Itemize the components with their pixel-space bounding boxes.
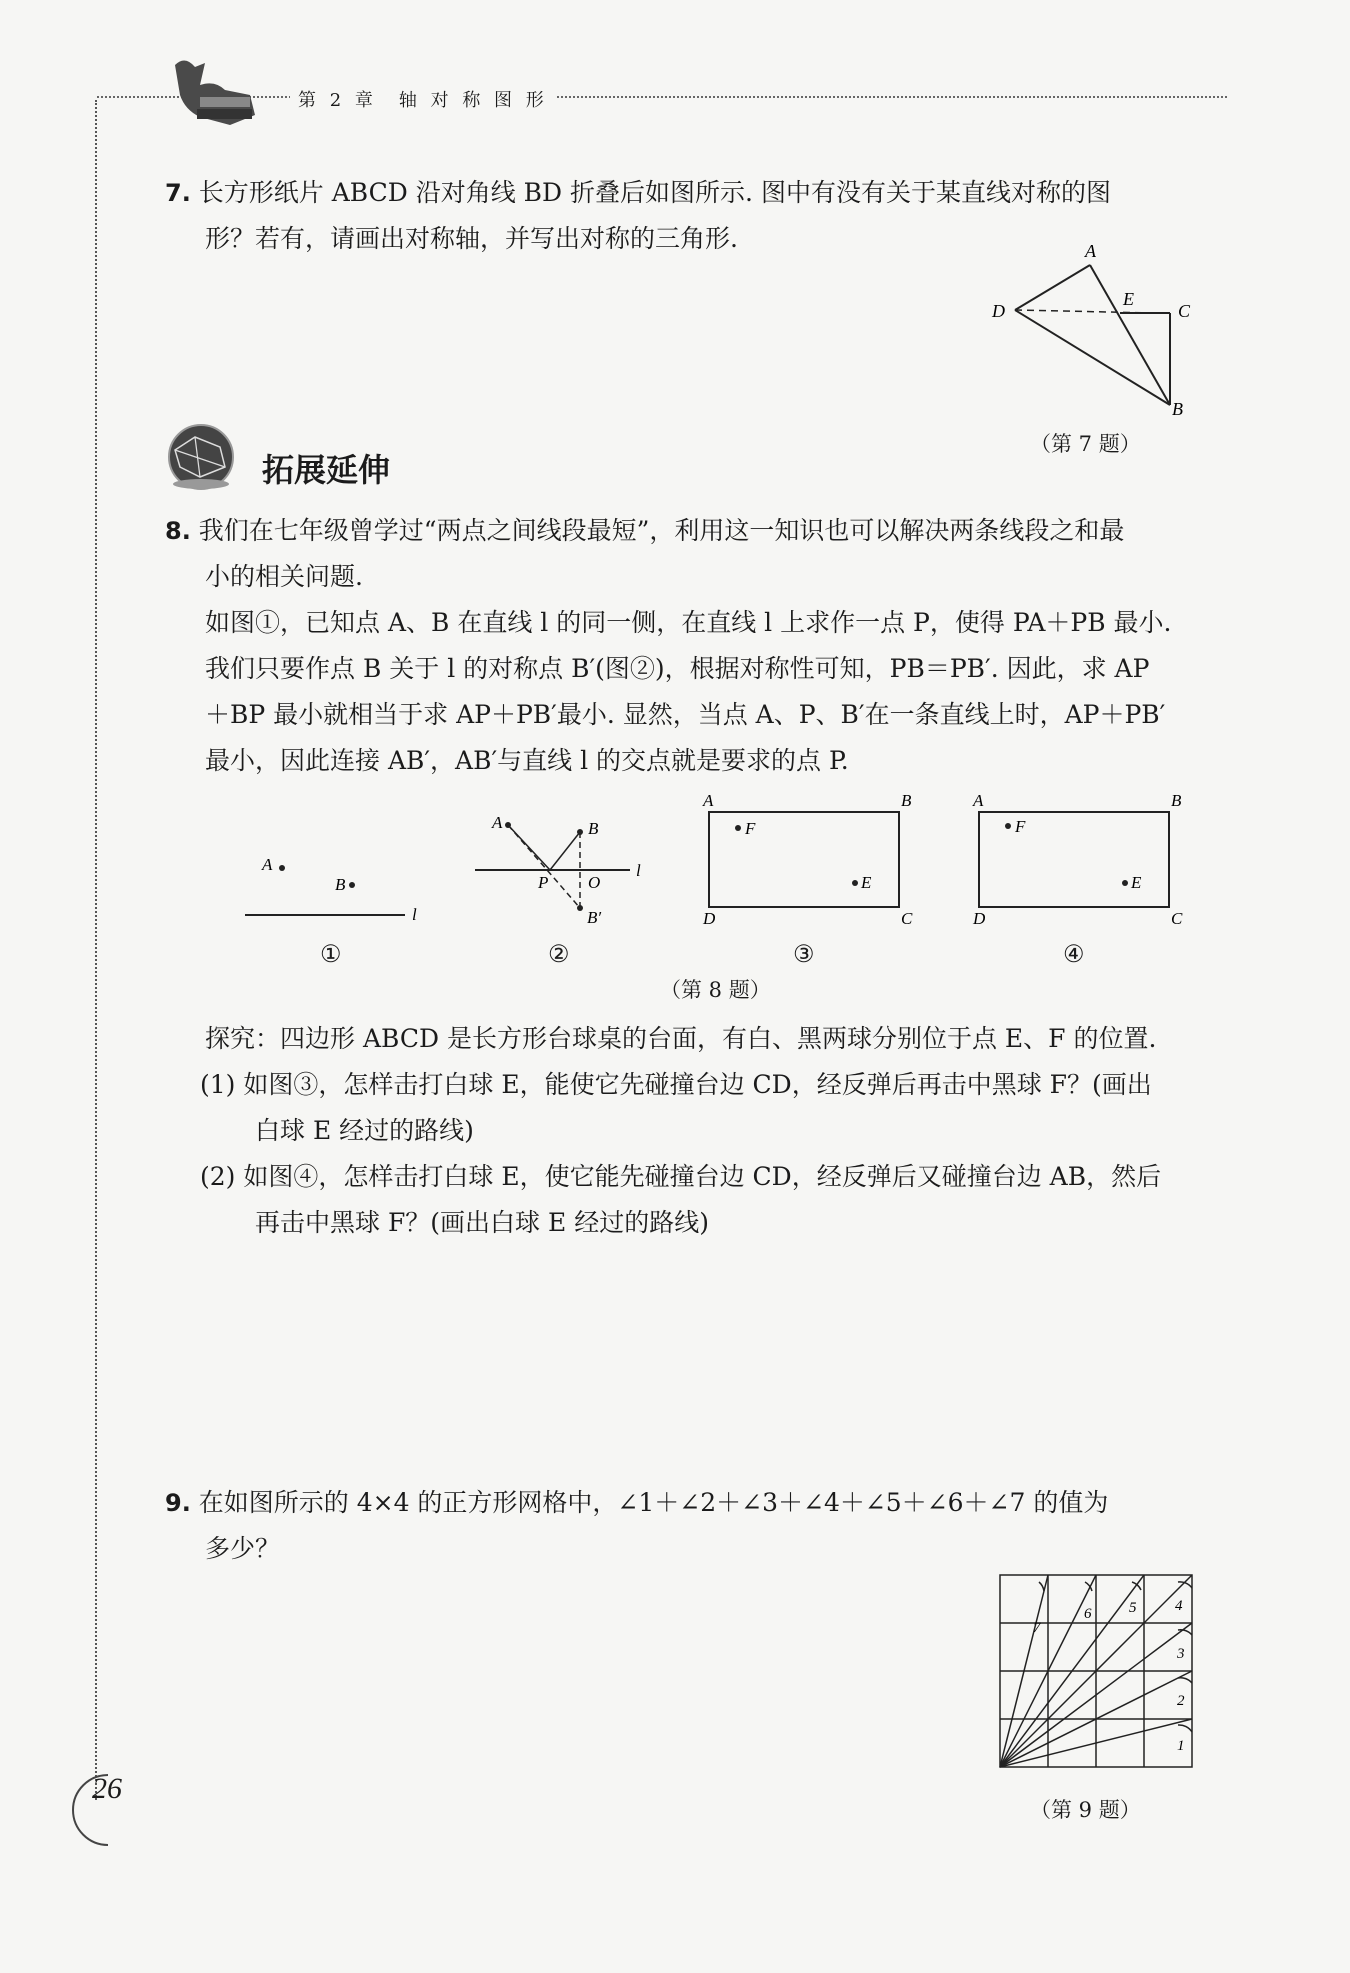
caption-q9: （第 9 题）: [1030, 1798, 1141, 1822]
figure-q8-4: [965, 790, 1205, 934]
angle-label-1: 1: [1177, 1738, 1185, 1754]
label-B: B: [901, 791, 912, 810]
question-9: [165, 1480, 1245, 1572]
question-text-line: 最小，因此连接 AB′，AB′与直线 l 的交点就是要求的点 P.: [205, 746, 849, 775]
section-globe-icon: [165, 422, 240, 496]
label-B: B: [588, 819, 599, 838]
angle-label-3: 3: [1177, 1646, 1185, 1662]
label-l: l: [636, 861, 641, 880]
question-text-line: ＋BP 最小就相当于求 AP＋PB′最小. 显然，当点 A、P、B′在一条直线上时，AP＋PB′: [205, 700, 1166, 729]
label-C: C: [1171, 909, 1183, 928]
figure-number-1: ①: [320, 940, 342, 968]
label-D: D: [973, 909, 986, 928]
label-C: C: [1178, 301, 1191, 321]
label-B: B: [335, 875, 346, 894]
label-E: E: [1131, 873, 1142, 892]
label-A: A: [262, 855, 273, 874]
label-E: E: [1123, 289, 1134, 309]
q8-explore: [200, 1016, 1245, 1246]
label-D: D: [992, 301, 1005, 321]
sub-number: (2): [200, 1162, 236, 1191]
question-text-line: 如图③，怎样击打白球 E，能使它先碰撞台边 CD，经反弹后再击中黑球 F？(画出: [243, 1070, 1152, 1099]
question-text-line: 长方形纸片 ABCD 沿对角线 BD 折叠后如图所示. 图中有没有关于某直线对称的图: [198, 178, 1111, 207]
question-text-line: 形？若有，请画出对称轴，并写出对称的三角形.: [205, 224, 738, 253]
figure-number-2: ②: [548, 940, 570, 968]
label-B: B: [1171, 791, 1182, 810]
question-text-line: 我们在七年级曾学过“两点之间线段最短”，利用这一知识也可以解决两条线段之和最: [198, 516, 1125, 545]
question-text-line: 再击中黑球 F？(画出白球 E 经过的路线): [255, 1208, 709, 1237]
label-C: C: [901, 909, 913, 928]
angle-label-2: 2: [1177, 1693, 1185, 1709]
question-number: 8.: [165, 517, 191, 545]
label-A: A: [1085, 241, 1096, 261]
chapter-header: 第 2 章 轴 对 称 图 形: [290, 86, 556, 112]
caption-q7: （第 7 题）: [1030, 432, 1141, 456]
figure-q8-3: [695, 790, 935, 934]
label-O: O: [588, 873, 601, 892]
label-l: l: [412, 905, 417, 924]
question-number: 9.: [165, 1489, 191, 1517]
section-title: 拓展延伸: [262, 451, 391, 489]
question-text-line: 多少？: [205, 1534, 281, 1563]
label-B: B: [1172, 399, 1183, 419]
label-A: A: [703, 791, 714, 810]
label-A: A: [973, 791, 984, 810]
figure-number-3: ③: [793, 940, 815, 968]
figure-number-4: ④: [1063, 940, 1085, 968]
label-F: F: [745, 819, 756, 838]
chapter-logo-icon: [155, 55, 265, 139]
angle-label-4: 4: [1175, 1598, 1183, 1614]
question-text-line: 探究：四边形 ABCD 是长方形台球桌的台面，有白、黑两球分别位于点 E、F 的位置.: [205, 1024, 1157, 1053]
label-A: A: [492, 813, 503, 832]
page-number: 26: [92, 1772, 122, 1805]
question-text-line: 我们只要作点 B 关于 l 的对称点 B′(图②)，根据对称性可知，PB＝PB′. 因此，求 AP: [205, 654, 1150, 683]
question-text-line: 白球 E 经过的路线): [255, 1116, 474, 1145]
label-D: D: [703, 909, 716, 928]
question-number: 7.: [165, 179, 191, 207]
label-E: E: [861, 873, 872, 892]
angle-label-7: 7: [1033, 1620, 1041, 1636]
caption-q8: （第 8 题）: [660, 978, 771, 1002]
figure-q8-1: [240, 840, 430, 934]
question-text-line: 小的相关问题.: [205, 562, 363, 591]
figure-q9: [995, 1570, 1205, 1784]
question-text-line: 在如图所示的 4×4 的正方形网格中，∠1＋∠2＋∠3＋∠4＋∠5＋∠6＋∠7 的值为: [198, 1488, 1109, 1517]
figure-q8-2: [470, 808, 660, 937]
angle-label-5: 5: [1129, 1600, 1137, 1616]
question-text-line: 如图④，怎样击打白球 E，使它能先碰撞台边 CD，经反弹后又碰撞台边 AB，然后: [243, 1162, 1162, 1191]
label-F: F: [1015, 817, 1026, 836]
header-dotted-rule: [97, 96, 1227, 98]
label-P: P: [538, 873, 549, 892]
angle-label-6: 6: [1084, 1606, 1092, 1622]
figure-q7: [980, 235, 1200, 429]
question-8: [165, 508, 1245, 784]
margin-dotted-rule: [95, 100, 97, 1800]
label-B-prime: B′: [587, 908, 602, 927]
sub-number: (1): [200, 1070, 236, 1099]
question-text-line: 如图①，已知点 A、B 在直线 l 的同一侧，在直线 l 上求作一点 P，使得 PA＋PB 最小.: [205, 608, 1172, 637]
